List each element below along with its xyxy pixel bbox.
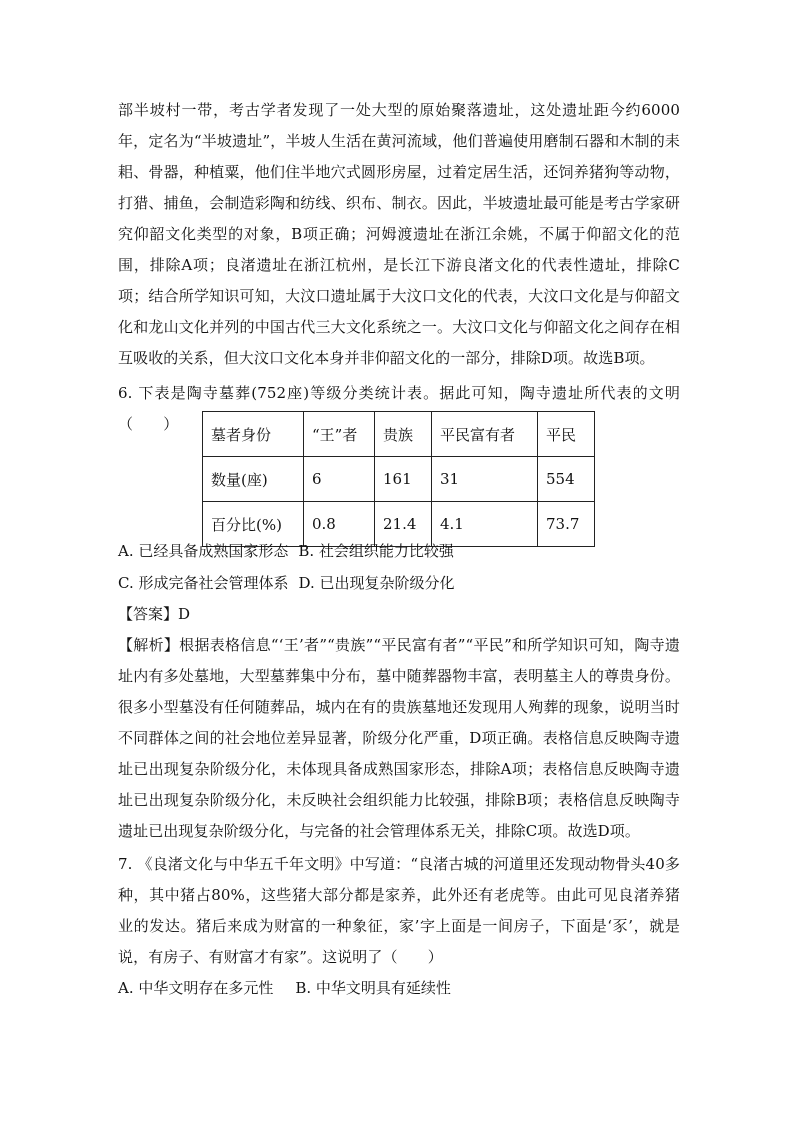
question-6-stem: 6. 下表是陶寺墓葬(752座)等级分类统计表。据此可知，陶寺遗址所代表的文明（ ） — [118, 384, 680, 433]
option-c: C. 形成完备社会管理体系 — [118, 574, 289, 592]
answer-label: 【答案】D — [118, 605, 191, 623]
table-cell: 6 — [304, 457, 375, 502]
question-7-stem: 7. 《良渚文化与中华五千年文明》中写道：“良渚古城的河道里还发现动物骨头40多种，其中猪占80%，这些猪大部分都是家养，此外还有老虎等。由此可见良渚养猪业的发达。猪后来成为财富的一种象征，家’字上面是一间房子，下面是‘豕’，就是说，有房子、有财富才有家”。这说明了（ ） — [118, 855, 680, 966]
option-a: A. 中华文明存在多元性 — [118, 979, 274, 997]
table-header-row — [203, 412, 595, 457]
table-cell: 21.4 — [375, 502, 432, 547]
option-b: B. 社会组织能力比较强 — [298, 542, 454, 560]
table-cell: 百分比(%) — [203, 502, 304, 547]
table-cell: 554 — [538, 457, 595, 502]
option-a: A. 已经具备成熟国家形态 — [118, 542, 289, 560]
question-7-options-row-1 — [118, 973, 451, 1004]
table-cell: 墓者身份 — [203, 412, 304, 457]
table-cell: 平民富有者 — [432, 412, 538, 457]
table-cell: 31 — [432, 457, 538, 502]
question-6-analysis: 【解析】根据表格信息“‘王’者”“贵族”“平民富有者”“平民”和所学知识可知，陶寺遗址内有多处墓地，大型墓葬集中分布，墓中随葬器物丰富，表明墓主人的尊贵身份。很多小型墓没有任何随葬品，城内在有的贵族墓地还发现用人殉葬的现象，说明当时不同群体之间的社会地位差异显著，阶级分化严重，D项正确。表格信息反映陶寺遗址已出现复杂阶级分化，未体现具备成熟国家形态，排除A项；表格信息反映陶寺遗址已出现复杂阶级分化，未反映社会组织能力比较强，排除B项；表格信息反映陶寺遗址已出现复杂阶级分化，与完备的社会管理体系无关，排除C项。故选D项。 — [118, 636, 680, 840]
tomb-grade-table — [202, 411, 595, 547]
table-cell: 贵族 — [375, 412, 432, 457]
option-b: B. 中华文明具有延续性 — [295, 979, 451, 997]
table-cell: 平民 — [538, 412, 595, 457]
table-cell: 73.7 — [538, 502, 595, 547]
table-row — [203, 457, 595, 502]
table-cell: 161 — [375, 457, 432, 502]
table-cell: 4.1 — [432, 502, 538, 547]
table-cell: 0.8 — [304, 502, 375, 547]
question-6-options-row-1 — [118, 536, 454, 567]
table-cell: 数量(座) — [203, 457, 304, 502]
option-d: D. 已出现复杂阶级分化 — [298, 574, 455, 592]
explanation-paragraph-q5: 部半坡村一带，考古学者发现了一处大型的原始聚落遗址，这处遗址距今约6000年，定名为“半坡遗址”，半坡人生活在黄河流域，他们普遍使用磨制石器和木制的耒耜、骨器，种植粟，他们住半地穴式圆形房屋，过着定居生活，还饲养猪狗等动物，打猎、捕鱼，会制造彩陶和纺线、织布、制衣。因此，半坡遗址最可能是考古学家研究仰韶文化类型的对象，B项正确；河姆渡遗址在浙江余姚，不属于仰韶文化的范围，排除A项；良渚遗址在浙江杭州，是长江下游良渚文化的代表性遗址，排除C项；结合所学知识可知，大汶口遗址属于大汶口文化的代表，大汶口文化是与仰韶文化和龙山文化并列的中国古代三大文化系统之一。大汶口文化与仰韶文化之间存在相互吸收的关系，但大汶口文化本身并非仰韶文化的一部分，排除D项。故选B项。 — [118, 101, 680, 367]
question-6-options-row-2 — [118, 568, 455, 599]
table-cell: “王”者 — [304, 412, 375, 457]
